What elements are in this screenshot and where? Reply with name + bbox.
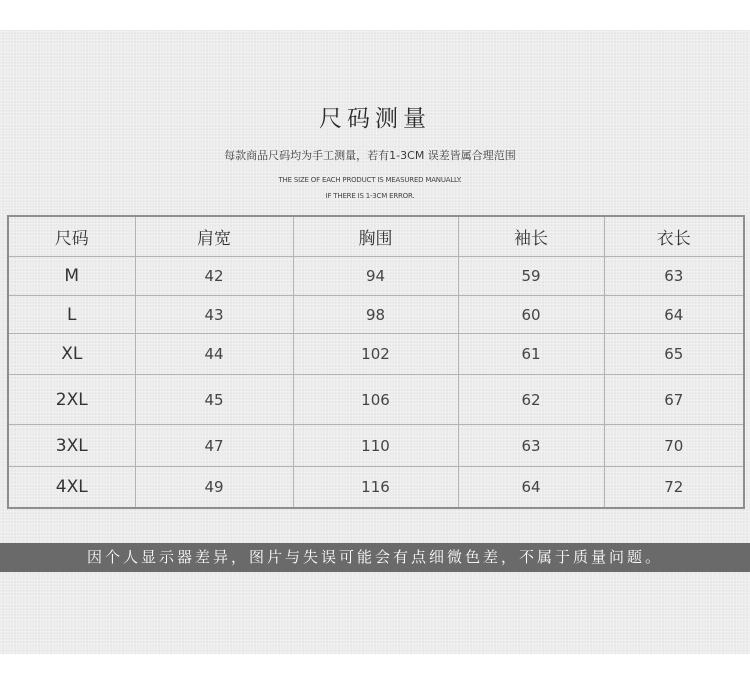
- table-row: [8, 296, 744, 334]
- sleeve-cell: 63: [458, 425, 604, 467]
- table-row: [8, 425, 744, 467]
- column-header-chest: 胸围: [293, 216, 458, 257]
- chest-cell: 116: [293, 467, 458, 509]
- english-note-line-1: THE SIZE OF EACH PRODUCT IS MEASURED MANUALLY.: [278, 176, 462, 184]
- chest-cell: 110: [293, 425, 458, 467]
- table-row: [8, 375, 744, 425]
- shoulder-cell: 49: [135, 467, 293, 509]
- column-header-sleeve: 袖长: [458, 216, 604, 257]
- size-cell: 4XL: [8, 467, 135, 509]
- sleeve-cell: 62: [458, 375, 604, 425]
- table-row: [8, 467, 744, 509]
- sleeve-cell: 60: [458, 296, 604, 334]
- column-header-size: 尺码: [8, 216, 135, 257]
- length-cell: 72: [604, 467, 744, 509]
- table-header-row: [8, 216, 744, 257]
- column-header-shoulder: 肩宽: [135, 216, 293, 257]
- shoulder-cell: 43: [135, 296, 293, 334]
- sleeve-cell: 61: [458, 334, 604, 375]
- size-cell: L: [8, 296, 135, 334]
- length-cell: 65: [604, 334, 744, 375]
- chest-cell: 102: [293, 334, 458, 375]
- size-cell: 3XL: [8, 425, 135, 467]
- size-cell: XL: [8, 334, 135, 375]
- measurement-note: 每款商品尺码均为手工测量，若有1-3CM 误差皆属合理范围: [224, 149, 516, 162]
- column-header-length: 衣长: [604, 216, 744, 257]
- length-cell: 67: [604, 375, 744, 425]
- shoulder-cell: 45: [135, 375, 293, 425]
- sleeve-cell: 59: [458, 257, 604, 296]
- size-cell: 2XL: [8, 375, 135, 425]
- length-cell: 70: [604, 425, 744, 467]
- page-title: 尺码测量: [319, 106, 431, 132]
- english-note-line-2: IF THERE IS 1-3CM ERROR.: [325, 192, 415, 200]
- table-row: [8, 257, 744, 296]
- chest-cell: 98: [293, 296, 458, 334]
- chest-cell: 94: [293, 257, 458, 296]
- length-cell: 64: [604, 296, 744, 334]
- shoulder-cell: 42: [135, 257, 293, 296]
- shoulder-cell: 47: [135, 425, 293, 467]
- chest-cell: 106: [293, 375, 458, 425]
- shoulder-cell: 44: [135, 334, 293, 375]
- size-table: [7, 215, 745, 509]
- size-cell: M: [8, 257, 135, 296]
- table-row: [8, 334, 744, 375]
- sleeve-cell: 64: [458, 467, 604, 509]
- length-cell: 63: [604, 257, 744, 296]
- disclaimer-banner: 因个人显示器差异，图片与失误可能会有点细微色差，不属于质量问题。: [0, 543, 750, 572]
